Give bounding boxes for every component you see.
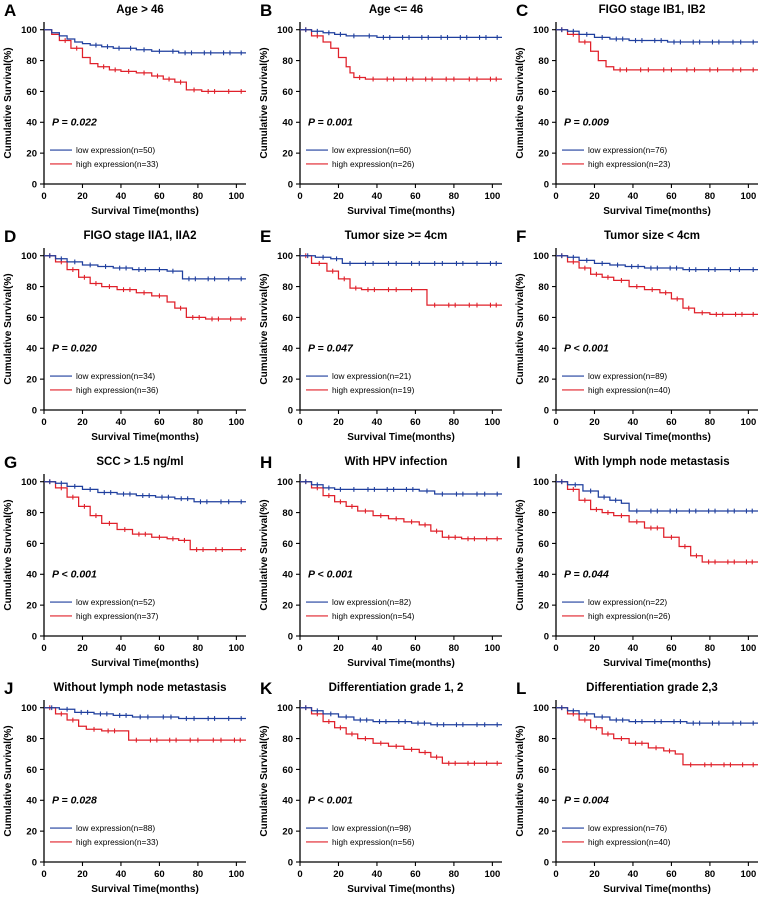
- y-tick-label: 100: [533, 25, 549, 37]
- panel-title: Age <= 46: [368, 4, 424, 16]
- curve-low-expression: [300, 30, 502, 38]
- curve-high-expression: [44, 482, 246, 550]
- x-tick-label: 60: [154, 191, 165, 202]
- x-tick-label: 0: [553, 417, 559, 428]
- panel-title: Differentiation grade 1, 2: [328, 682, 464, 694]
- y-tick-label: 60: [282, 86, 293, 98]
- x-tick-label: 100: [740, 869, 757, 880]
- curve-high-expression: [44, 256, 246, 319]
- x-tick-label: 40: [371, 869, 383, 880]
- x-axis-title: Survival Time(months): [91, 884, 199, 895]
- x-tick-label: 100: [484, 191, 501, 202]
- x-tick-label: 40: [371, 643, 383, 654]
- legend-label-low: low expression(n=82): [332, 597, 412, 608]
- y-tick-label: 100: [21, 25, 37, 37]
- y-tick-label: 0: [31, 405, 37, 417]
- legend-label-high: high expression(n=36): [76, 385, 159, 396]
- legend-label-high: high expression(n=33): [76, 837, 159, 848]
- plot-area: [256, 452, 512, 678]
- x-axis-title: Survival Time(months): [91, 432, 199, 443]
- y-tick-label: 60: [538, 86, 549, 98]
- p-value-label: P = 0.028: [52, 794, 97, 807]
- legend-label-low: low expression(n=76): [588, 823, 668, 834]
- x-tick-label: 40: [627, 869, 639, 880]
- x-tick-label: 20: [333, 191, 344, 202]
- y-tick-label: 0: [31, 857, 37, 869]
- panel-title: Age > 46: [116, 4, 164, 16]
- y-tick-label: 20: [26, 374, 37, 386]
- panel-letter: C: [516, 1, 529, 20]
- x-tick-label: 80: [704, 191, 716, 202]
- y-tick-label: 0: [543, 179, 549, 191]
- y-tick-label: 100: [21, 703, 37, 715]
- y-tick-label: 100: [277, 477, 293, 489]
- x-axis-title: Survival Time(months): [347, 206, 455, 217]
- x-tick-label: 60: [410, 191, 421, 202]
- y-tick-label: 0: [287, 857, 293, 869]
- y-tick-label: 40: [538, 343, 549, 355]
- legend-label-low: low expression(n=52): [76, 597, 156, 608]
- x-tick-label: 40: [371, 417, 383, 428]
- y-tick-label: 40: [282, 343, 293, 355]
- x-tick-label: 80: [704, 643, 716, 654]
- x-tick-label: 80: [192, 643, 204, 654]
- legend-label-low: low expression(n=21): [332, 371, 412, 382]
- y-axis-title: Cumulative Survival(%): [259, 273, 270, 385]
- y-tick-label: 40: [538, 569, 549, 581]
- x-tick-label: 60: [154, 869, 165, 880]
- panel-title: Differentiation grade 2,3: [586, 682, 718, 694]
- y-axis-title: Cumulative Survival(%): [515, 499, 526, 611]
- y-tick-label: 80: [282, 733, 293, 745]
- y-axis-title: Cumulative Survival(%): [3, 47, 14, 159]
- x-axis-title: Survival Time(months): [603, 658, 711, 669]
- panel-letter: F: [516, 227, 527, 246]
- x-tick-label: 0: [41, 191, 47, 202]
- y-tick-label: 40: [282, 117, 293, 129]
- y-tick-label: 80: [282, 55, 293, 67]
- panel-letter: A: [4, 1, 17, 20]
- x-axis-title: Survival Time(months): [347, 658, 455, 669]
- legend-label-high: high expression(n=40): [588, 837, 671, 848]
- panel-letter: B: [260, 1, 273, 20]
- panel-k: [256, 678, 512, 904]
- legend-label-high: high expression(n=37): [76, 611, 159, 622]
- y-tick-label: 60: [282, 764, 293, 776]
- x-tick-label: 40: [371, 191, 383, 202]
- panel-g: [0, 452, 256, 678]
- x-axis-title: Survival Time(months): [347, 884, 455, 895]
- x-tick-label: 100: [740, 191, 757, 202]
- x-tick-label: 0: [553, 643, 559, 654]
- panel-title: FIGO stage IB1, IB2: [598, 4, 706, 16]
- y-tick-label: 20: [538, 600, 549, 612]
- y-tick-label: 100: [277, 251, 293, 263]
- plot-area: [512, 678, 768, 904]
- x-tick-label: 40: [115, 869, 127, 880]
- legend-label-low: low expression(n=34): [76, 371, 156, 382]
- x-tick-label: 60: [154, 643, 165, 654]
- x-tick-label: 0: [297, 869, 303, 880]
- panel-c: [512, 0, 768, 226]
- x-tick-label: 20: [589, 191, 600, 202]
- x-tick-label: 20: [333, 869, 344, 880]
- y-tick-label: 20: [26, 148, 37, 160]
- x-tick-label: 40: [115, 191, 127, 202]
- y-axis-title: Cumulative Survival(%): [3, 725, 14, 837]
- p-value-label: P = 0.022: [52, 116, 97, 129]
- y-tick-label: 100: [21, 477, 37, 489]
- x-tick-label: 20: [77, 191, 88, 202]
- legend-label-high: high expression(n=54): [332, 611, 415, 622]
- y-tick-label: 0: [287, 631, 293, 643]
- panel-e: [256, 226, 512, 452]
- y-tick-label: 20: [26, 826, 37, 838]
- y-tick-label: 40: [282, 795, 293, 807]
- x-axis-title: Survival Time(months): [91, 658, 199, 669]
- y-tick-label: 100: [533, 477, 549, 489]
- x-tick-label: 20: [589, 869, 600, 880]
- panel-letter: L: [516, 679, 527, 698]
- curve-high-expression: [300, 482, 502, 539]
- x-tick-label: 100: [484, 643, 501, 654]
- y-tick-label: 80: [538, 281, 549, 293]
- y-tick-label: 0: [543, 857, 549, 869]
- y-tick-label: 100: [277, 25, 293, 37]
- x-tick-label: 20: [77, 643, 88, 654]
- y-axis-title: Cumulative Survival(%): [515, 47, 526, 159]
- x-tick-label: 60: [666, 417, 677, 428]
- p-value-label: P = 0.044: [564, 568, 609, 581]
- y-axis-title: Cumulative Survival(%): [3, 499, 14, 611]
- y-tick-label: 40: [538, 795, 549, 807]
- x-tick-label: 20: [589, 643, 600, 654]
- x-tick-label: 40: [627, 643, 639, 654]
- panel-letter: G: [4, 453, 18, 472]
- y-tick-label: 40: [26, 343, 37, 355]
- x-tick-label: 80: [192, 417, 204, 428]
- x-tick-label: 0: [553, 191, 559, 202]
- y-axis-title: Cumulative Survival(%): [3, 273, 14, 385]
- plot-area: [512, 0, 768, 226]
- legend-label-high: high expression(n=56): [332, 837, 415, 848]
- x-tick-label: 20: [589, 417, 600, 428]
- legend-label-low: low expression(n=88): [76, 823, 156, 834]
- panel-l: [512, 678, 768, 904]
- x-tick-label: 80: [192, 191, 204, 202]
- x-tick-label: 40: [115, 417, 127, 428]
- panel-title: Tumor size >= 4cm: [344, 230, 448, 242]
- y-axis-title: Cumulative Survival(%): [259, 725, 270, 837]
- x-tick-label: 20: [77, 417, 88, 428]
- x-tick-label: 60: [410, 643, 421, 654]
- p-value-label: P = 0.001: [308, 116, 353, 129]
- x-tick-label: 100: [740, 417, 757, 428]
- x-tick-label: 80: [448, 417, 460, 428]
- y-tick-label: 40: [26, 569, 37, 581]
- y-tick-label: 80: [26, 55, 37, 67]
- legend-label-high: high expression(n=26): [332, 159, 415, 170]
- p-value-label: P < 0.001: [308, 794, 353, 807]
- curve-high-expression: [556, 482, 758, 562]
- y-tick-label: 20: [282, 374, 293, 386]
- panel-letter: I: [516, 453, 521, 472]
- y-tick-label: 20: [282, 600, 293, 612]
- curve-low-expression: [556, 482, 758, 511]
- curve-low-expression: [300, 256, 502, 264]
- legend-label-low: low expression(n=50): [76, 145, 156, 156]
- x-tick-label: 80: [704, 417, 716, 428]
- x-tick-label: 0: [297, 417, 303, 428]
- p-value-label: P < 0.001: [52, 568, 97, 581]
- y-tick-label: 40: [282, 569, 293, 581]
- y-tick-label: 60: [282, 538, 293, 550]
- legend-label-low: low expression(n=76): [588, 145, 668, 156]
- y-axis-title: Cumulative Survival(%): [515, 273, 526, 385]
- x-tick-label: 40: [627, 191, 639, 202]
- x-tick-label: 100: [228, 869, 245, 880]
- y-tick-label: 80: [538, 507, 549, 519]
- legend-label-high: high expression(n=23): [588, 159, 671, 170]
- panel-d: [0, 226, 256, 452]
- x-tick-label: 0: [41, 643, 47, 654]
- panel-i: [512, 452, 768, 678]
- y-tick-label: 20: [282, 826, 293, 838]
- y-tick-label: 40: [26, 795, 37, 807]
- p-value-label: P = 0.004: [564, 794, 609, 807]
- y-tick-label: 40: [538, 117, 549, 129]
- plot-area: [256, 0, 512, 226]
- panel-letter: J: [4, 679, 14, 698]
- p-value-label: P = 0.020: [52, 342, 97, 355]
- legend-label-high: high expression(n=33): [76, 159, 159, 170]
- x-tick-label: 80: [448, 869, 460, 880]
- x-axis-title: Survival Time(months): [603, 432, 711, 443]
- y-tick-label: 80: [282, 281, 293, 293]
- x-tick-label: 60: [666, 191, 677, 202]
- y-tick-label: 0: [287, 405, 293, 417]
- y-tick-label: 60: [538, 538, 549, 550]
- panel-title: FIGO stage IIA1, IIA2: [83, 230, 197, 242]
- x-axis-title: Survival Time(months): [603, 206, 711, 217]
- panel-title: SCC > 1.5 ng/ml: [96, 456, 184, 468]
- x-tick-label: 80: [448, 191, 460, 202]
- x-tick-label: 0: [297, 191, 303, 202]
- x-tick-label: 60: [666, 643, 677, 654]
- x-tick-label: 100: [228, 643, 245, 654]
- panel-title: Tumor size < 4cm: [604, 230, 700, 242]
- panel-letter: D: [4, 227, 17, 246]
- x-tick-label: 20: [77, 869, 88, 880]
- y-tick-label: 60: [538, 764, 549, 776]
- plot-area: [512, 452, 768, 678]
- y-tick-label: 80: [26, 733, 37, 745]
- panel-letter: E: [260, 227, 272, 246]
- y-tick-label: 60: [26, 312, 37, 324]
- y-tick-label: 20: [282, 148, 293, 160]
- x-tick-label: 0: [553, 869, 559, 880]
- y-tick-label: 60: [26, 764, 37, 776]
- x-tick-label: 80: [192, 869, 204, 880]
- x-tick-label: 100: [228, 417, 245, 428]
- plot-area: [0, 452, 256, 678]
- p-value-label: P < 0.001: [564, 342, 609, 355]
- plot-area: [512, 226, 768, 452]
- y-axis-title: Cumulative Survival(%): [259, 499, 270, 611]
- y-tick-label: 80: [538, 55, 549, 67]
- x-axis-title: Survival Time(months): [347, 432, 455, 443]
- x-tick-label: 80: [704, 869, 716, 880]
- plot-area: [256, 226, 512, 452]
- x-tick-label: 0: [297, 643, 303, 654]
- y-tick-label: 60: [26, 538, 37, 550]
- y-tick-label: 0: [31, 179, 37, 191]
- y-tick-label: 20: [538, 826, 549, 838]
- y-tick-label: 80: [282, 507, 293, 519]
- panel-letter: K: [260, 679, 273, 698]
- p-value-label: P = 0.047: [308, 342, 353, 355]
- plot-area: [0, 0, 256, 226]
- y-tick-label: 60: [26, 86, 37, 98]
- y-tick-label: 100: [21, 251, 37, 263]
- x-tick-label: 20: [333, 643, 344, 654]
- panel-title: With lymph node metastasis: [574, 456, 730, 468]
- x-axis-title: Survival Time(months): [603, 884, 711, 895]
- x-tick-label: 80: [448, 643, 460, 654]
- legend-label-high: high expression(n=40): [588, 385, 671, 396]
- x-tick-label: 0: [41, 869, 47, 880]
- x-tick-label: 100: [740, 643, 757, 654]
- legend-label-high: high expression(n=19): [332, 385, 415, 396]
- plot-area: [0, 678, 256, 904]
- curve-low-expression: [300, 482, 502, 494]
- y-tick-label: 40: [26, 117, 37, 129]
- y-tick-label: 0: [31, 631, 37, 643]
- x-tick-label: 0: [41, 417, 47, 428]
- y-tick-label: 80: [26, 281, 37, 293]
- x-tick-label: 100: [484, 869, 501, 880]
- panel-h: [256, 452, 512, 678]
- y-tick-label: 60: [282, 312, 293, 324]
- panel-a: [0, 0, 256, 226]
- y-tick-label: 0: [287, 179, 293, 191]
- panel-letter: H: [260, 453, 273, 472]
- panel-b: [256, 0, 512, 226]
- x-tick-label: 60: [410, 869, 421, 880]
- y-axis-title: Cumulative Survival(%): [515, 725, 526, 837]
- p-value-label: P = 0.009: [564, 116, 609, 129]
- legend-label-high: high expression(n=26): [588, 611, 671, 622]
- y-tick-label: 20: [538, 148, 549, 160]
- legend-label-low: low expression(n=89): [588, 371, 668, 382]
- legend-label-low: low expression(n=98): [332, 823, 412, 834]
- x-axis-title: Survival Time(months): [91, 206, 199, 217]
- x-tick-label: 40: [627, 417, 639, 428]
- curve-high-expression: [556, 256, 758, 315]
- x-tick-label: 20: [333, 417, 344, 428]
- p-value-label: P < 0.001: [308, 568, 353, 581]
- y-tick-label: 20: [26, 600, 37, 612]
- panel-title: Without lymph node metastasis: [53, 682, 227, 694]
- y-tick-label: 0: [543, 405, 549, 417]
- x-tick-label: 60: [666, 869, 677, 880]
- y-tick-label: 80: [538, 733, 549, 745]
- legend-label-low: low expression(n=22): [588, 597, 668, 608]
- x-tick-label: 100: [484, 417, 501, 428]
- curve-low-expression: [44, 708, 246, 719]
- x-tick-label: 100: [228, 191, 245, 202]
- y-tick-label: 80: [26, 507, 37, 519]
- panel-f: [512, 226, 768, 452]
- plot-area: [256, 678, 512, 904]
- x-tick-label: 60: [154, 417, 165, 428]
- y-tick-label: 100: [277, 703, 293, 715]
- panel-j: [0, 678, 256, 904]
- y-tick-label: 60: [538, 312, 549, 324]
- y-tick-label: 0: [543, 631, 549, 643]
- y-tick-label: 100: [533, 703, 549, 715]
- legend-label-low: low expression(n=60): [332, 145, 412, 156]
- y-tick-label: 100: [533, 251, 549, 263]
- x-tick-label: 40: [115, 643, 127, 654]
- y-tick-label: 20: [538, 374, 549, 386]
- curve-low-expression: [44, 30, 246, 53]
- panel-title: With HPV infection: [344, 456, 448, 468]
- y-axis-title: Cumulative Survival(%): [259, 47, 270, 159]
- x-tick-label: 60: [410, 417, 421, 428]
- plot-area: [0, 226, 256, 452]
